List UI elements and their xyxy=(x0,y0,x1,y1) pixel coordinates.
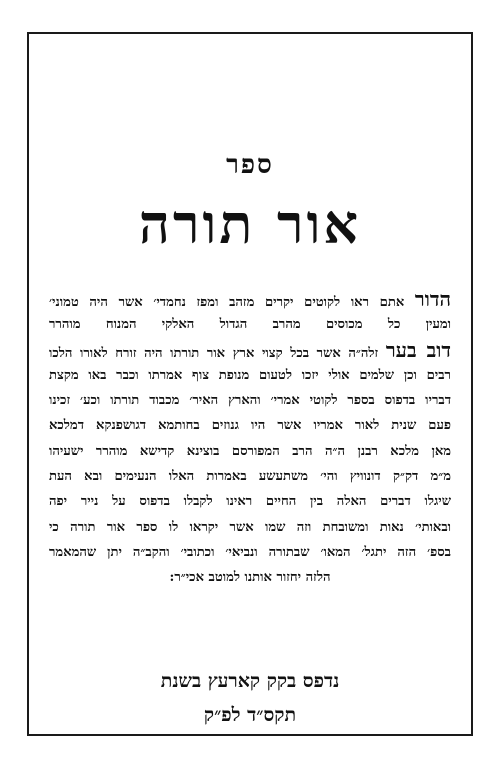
text-line: מאן מלכא רבנן ה״ה הרב המפורסם בוצינא קדישא מוהרר ישעיהו xyxy=(49,443,451,459)
text-line: הדור אתם ראו לקוטים יקרים מזהב ומפז נחמדי׳ אשר היה טמוני׳ xyxy=(49,287,451,311)
lead-word: הדור xyxy=(414,287,451,311)
text-line: דבריו בדפוס בספר לקוטי אמרי׳ והארץ האיר׳ מכבוד תורתו וכע׳ זכינו xyxy=(49,393,451,409)
text-line: שיגלו דברים האלה בין החיים ראינו לקבלו בדפוס על נייר יפה xyxy=(49,494,451,510)
imprint-year: תקס״ד לפ״ק xyxy=(203,704,297,726)
description-paragraph xyxy=(49,287,451,591)
text-line: ובאותי׳ נאות ומשובחת וזה שמו אשר יקראו לו ספר אור תורה כי xyxy=(49,519,451,535)
text-line: פעם שנית לאור אמריו אשר היו גנוזים בחותמא דגושפנקא דמלכא xyxy=(49,418,451,434)
text-line: בספ׳ הזה יתגל׳ המאו׳ שבתורה ונביאי׳ וכתובי׳ והקב״ה יתן שהמאמר xyxy=(49,544,451,560)
text-line: דוב בער זלה״ה אשר בכל קצוי ארץ אור תורתו היה זורח לאורו הלכו xyxy=(49,337,451,362)
title-page-content xyxy=(29,34,471,734)
pretitle: ספר xyxy=(226,150,274,180)
imprint-line: נדפס בקק קארעץ בשנת xyxy=(160,670,340,692)
lead-word: דוב בער xyxy=(385,337,451,362)
text-line: ומעין כל מכוסים מהרב הגדול האלקי המנוח מוהרר xyxy=(49,317,451,333)
text-line: רבים וכן שלמים אולי יזכו לטעום מנופת צוף אמרתו וכבר באו מקצת xyxy=(49,367,451,383)
book-title: אור תורה xyxy=(138,192,362,256)
text-line: הלזה יחזור אותנו למוטב אכי״ר: xyxy=(169,570,331,586)
text-line: מ״מ דק״ק דונוויץ והי׳ משתעשע באמרות האלו הנעימים ובא העת xyxy=(49,469,451,485)
page-border xyxy=(27,32,473,736)
